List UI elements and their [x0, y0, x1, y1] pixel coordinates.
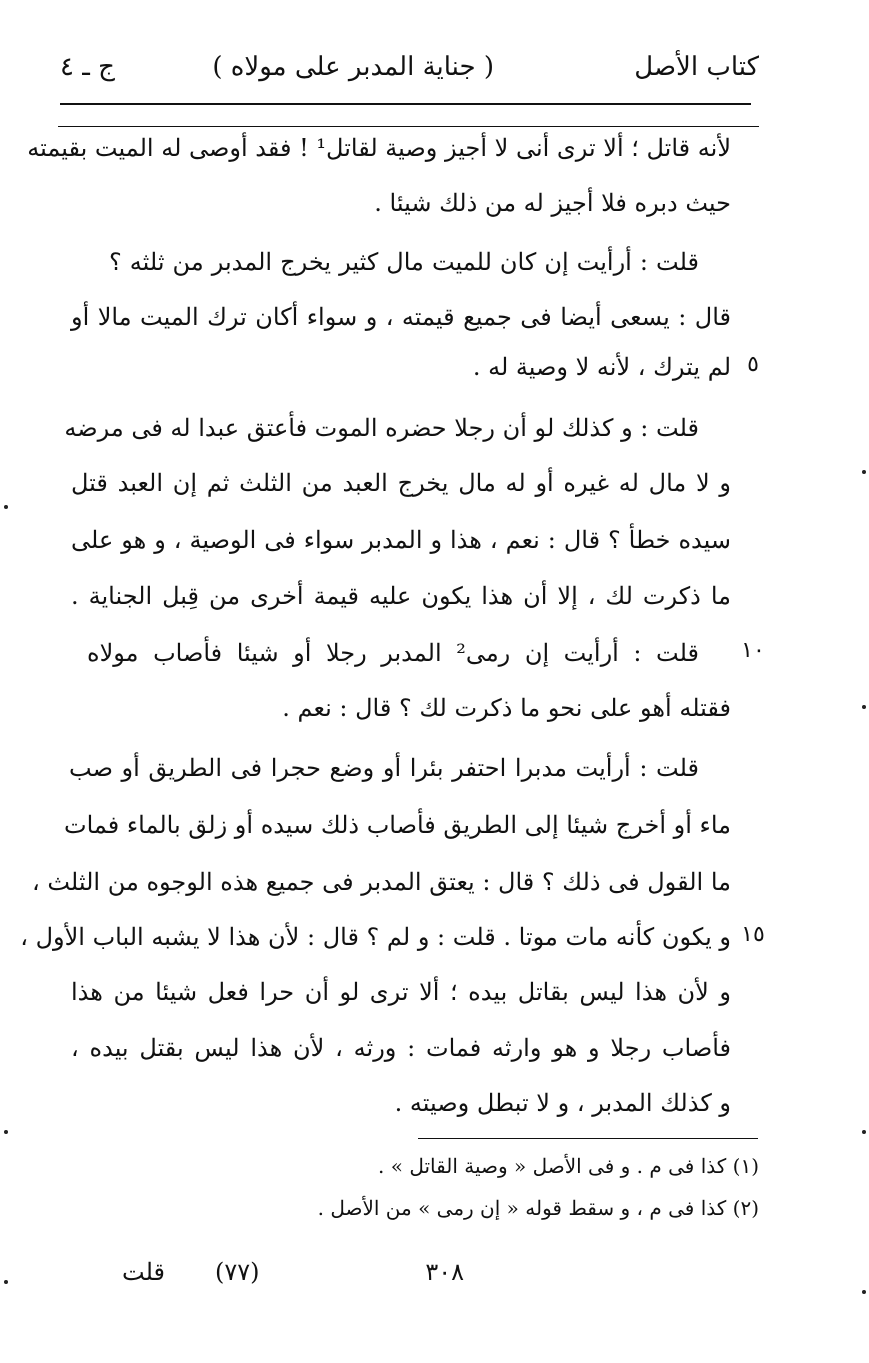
footnote-rule — [418, 1138, 758, 1139]
margin-speck — [862, 705, 866, 709]
header-rule-thin — [58, 126, 759, 127]
line-number: ١٠ — [741, 638, 765, 663]
text-line: قال : يسعى أيضا فى جميع قيمته ، و سواء أكان ترك الميت مالا أو — [71, 303, 732, 331]
text-line: قلت : أرأيت إن كان للميت مال كثير يخرج المدبر من ثلثه ؟ — [109, 248, 699, 276]
margin-speck — [4, 1130, 8, 1134]
book-title: كتاب الأصل — [634, 52, 759, 82]
line-number: ٥ — [747, 352, 759, 377]
running-header — [60, 52, 759, 96]
volume-number: ج ـ ٤ — [60, 52, 115, 82]
text-line: سيده خطأ ؟ قال : نعم ، هذا و المدبر سواء فى الوصية ، و هو على — [71, 526, 731, 554]
line-number: ١٥ — [741, 922, 765, 947]
footnote: (٢) كذا فى م ، و سقط قوله « إن رمى » من الأصل . — [317, 1196, 759, 1220]
text-line: و لأن هذا ليس بقاتل بيده ؛ ألا ترى لو أن حرا فعل شيئا من هذا — [71, 978, 731, 1006]
signature-mark: (٧٧) — [215, 1258, 260, 1286]
margin-speck — [862, 1130, 866, 1134]
text-line: لم يترك ، لأنه لا وصية له . — [472, 353, 731, 381]
footnote: (١) كذا فى م . و فى الأصل « وصية القاتل » . — [378, 1154, 759, 1178]
chapter-title: ( جناية المدبر على مولاه ) — [212, 52, 494, 82]
text-line: لأنه قاتل ؛ ألا ترى أنى لا أجيز وصية لقاتل¹ ! فقد أوصى له الميت بقيمته — [27, 134, 731, 162]
text-line: و يكون كأنه مات موتا . قلت : و لم ؟ قال : لأن هذا لا يشبه الباب الأول ، — [20, 923, 731, 951]
text-line: ماء أو أخرج شيئا إلى الطريق فأصاب ذلك سيده أو زلق بالماء فمات — [63, 811, 731, 839]
margin-speck — [862, 1290, 866, 1294]
text-line: ما القول فى ذلك ؟ قال : يعتق المدبر فى جميع هذه الوجوه من الثلث ، — [31, 868, 731, 896]
text-line: قلت : أرأيت إن رمى² المدبر رجلا أو شيئا فأصاب مولاه — [87, 639, 699, 667]
catchword: قلت — [122, 1258, 165, 1286]
text-line: و كذلك المدبر ، و لا تبطل وصيته . — [394, 1089, 731, 1117]
text-line: و لا مال له غيره أو له مال يخرج العبد من الثلث ثم إن العبد قتل — [71, 469, 731, 497]
text-line: قلت : و كذلك لو أن رجلا حضره الموت فأعتق عبدا له فى مرضه — [64, 414, 699, 442]
text-line: حيث دبره فلا أجيز له من ذلك شيئا . — [374, 189, 731, 217]
page-number: ٣٠٨ — [425, 1258, 464, 1286]
margin-speck — [4, 1280, 8, 1284]
margin-speck — [4, 505, 8, 509]
text-line: قلت : أرأيت مدبرا احتفر بئرا أو وضع حجرا فى الطريق أو صب — [69, 754, 699, 782]
text-line: فأصاب رجلا و هو وارثه فمات : ورثه ، لأن هذا ليس بقتل بيده ، — [71, 1034, 731, 1062]
text-line: فقتله أهو على نحو ما ذكرت لك ؟ قال : نعم . — [282, 694, 731, 722]
margin-speck — [862, 470, 866, 474]
text-line: ما ذكرت لك ، إلا أن هذا يكون عليه قيمة أخرى من قِبل الجناية . — [71, 582, 731, 610]
header-rule-thick — [60, 103, 751, 105]
